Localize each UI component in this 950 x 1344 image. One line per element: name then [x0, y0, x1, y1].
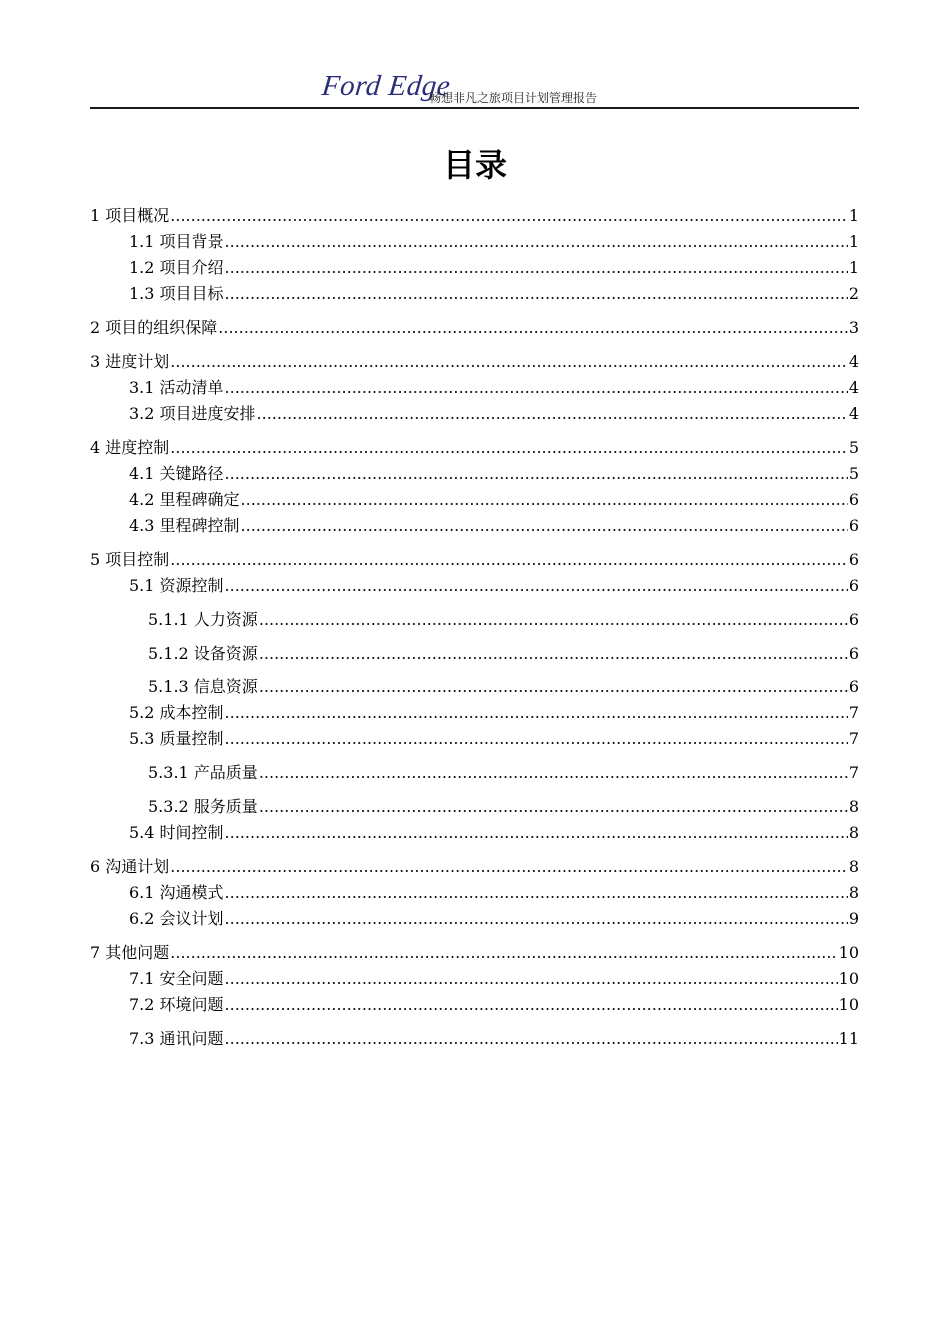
toc-entry-label: 5.4 时间控制 — [129, 823, 224, 842]
toc-leader-dots — [259, 642, 848, 666]
toc-entry-page: 6 — [848, 610, 859, 629]
toc-entry-page: 3 — [848, 318, 859, 337]
toc-entry[interactable] — [90, 675, 859, 699]
toc-entry-label: 6.2 会议计划 — [129, 909, 224, 928]
toc-entry-page: 6 — [848, 677, 859, 696]
toc-entry-page: 4 — [848, 352, 859, 371]
toc-entry-label: 1 项目概况 — [90, 206, 170, 225]
toc-entry-page: 5 — [848, 438, 859, 457]
toc-entry-label: 3 进度计划 — [90, 352, 170, 371]
toc-entry[interactable] — [90, 350, 859, 374]
toc-entry[interactable] — [90, 642, 859, 666]
toc-entry-label: 5.2 成本控制 — [129, 703, 224, 722]
toc-entry-label: 7.3 通讯问题 — [129, 1029, 224, 1048]
toc-entry-label: 4.2 里程碑确定 — [129, 490, 240, 509]
toc-leader-dots — [225, 462, 848, 486]
toc-entry[interactable] — [90, 701, 859, 725]
toc-entry-label: 1.1 项目背景 — [129, 232, 224, 251]
toc-entry-page: 7 — [848, 729, 859, 748]
toc-entry-page: 1 — [848, 258, 859, 277]
toc-entry-label: 5.1.1 人力资源 — [148, 610, 258, 629]
toc-entry-page: 1 — [848, 232, 859, 251]
toc-leader-dots — [225, 230, 848, 254]
toc-leader-dots — [259, 675, 848, 699]
toc-leader-dots — [225, 282, 848, 306]
toc-entry[interactable] — [90, 795, 859, 819]
toc-leader-dots — [170, 436, 848, 460]
toc-entry-label: 5.3 质量控制 — [129, 729, 224, 748]
toc-entry-page: 10 — [838, 995, 859, 1014]
toc-entry[interactable] — [90, 316, 859, 340]
toc-entry[interactable] — [90, 574, 859, 598]
toc-entry-page: 2 — [848, 284, 859, 303]
toc-entry[interactable] — [90, 230, 859, 254]
toc-entry-label: 7 其他问题 — [90, 943, 170, 962]
toc-leader-dots — [218, 316, 848, 340]
toc-entry-page: 1 — [848, 206, 859, 225]
toc-entry-label: 7.1 安全问题 — [129, 969, 224, 988]
toc-leader-dots — [225, 574, 848, 598]
toc-leader-dots — [225, 727, 848, 751]
toc-entry-label: 3.1 活动清单 — [129, 378, 224, 397]
toc-entry[interactable] — [90, 881, 859, 905]
ford-edge-logo: Ford Edge — [320, 70, 452, 102]
toc-leader-dots — [170, 204, 848, 228]
toc-leader-dots — [259, 608, 848, 632]
toc-entry-label: 5.3.2 服务质量 — [148, 797, 258, 816]
toc-entry-page: 7 — [848, 763, 859, 782]
toc-entry[interactable] — [90, 727, 859, 751]
toc-entry-page: 10 — [838, 943, 859, 962]
toc-entry[interactable] — [90, 941, 859, 965]
toc-entry-label: 4 进度控制 — [90, 438, 170, 457]
toc-entry-page: 6 — [848, 644, 859, 663]
toc-entry[interactable] — [90, 967, 859, 991]
toc-entry[interactable] — [90, 282, 859, 306]
toc-entry-page: 4 — [848, 404, 859, 423]
toc-entry-page: 7 — [848, 703, 859, 722]
toc-leader-dots — [225, 907, 848, 931]
toc-leader-dots — [225, 256, 848, 280]
toc-leader-dots — [241, 488, 848, 512]
toc-entry-page: 8 — [848, 883, 859, 902]
toc-entry-page: 9 — [848, 909, 859, 928]
toc-leader-dots — [225, 967, 838, 991]
toc-entry-page: 11 — [838, 1029, 859, 1048]
toc-entry[interactable] — [90, 488, 859, 512]
toc-entry-page: 5 — [848, 464, 859, 483]
toc-entry-page: 8 — [848, 797, 859, 816]
toc-entry-page: 8 — [848, 857, 859, 876]
toc-entry[interactable] — [90, 855, 859, 879]
toc-leader-dots — [170, 548, 848, 572]
toc-entry[interactable] — [90, 907, 859, 931]
toc-entry[interactable] — [90, 761, 859, 785]
toc-entry-page: 4 — [848, 378, 859, 397]
toc-leader-dots — [170, 855, 848, 879]
toc-leader-dots — [241, 514, 848, 538]
toc-leader-dots — [225, 821, 848, 845]
toc-leader-dots — [259, 761, 848, 785]
toc-entry[interactable] — [90, 376, 859, 400]
toc-entry-label: 7.2 环境问题 — [129, 995, 224, 1014]
toc-entry-label: 2 项目的组织保障 — [90, 318, 218, 337]
toc-leader-dots — [257, 402, 848, 426]
toc-entry[interactable] — [90, 436, 859, 460]
toc-entry-page: 6 — [848, 516, 859, 535]
toc-leader-dots — [170, 941, 837, 965]
toc-entry[interactable] — [90, 256, 859, 280]
toc-entry-label: 5.3.1 产品质量 — [148, 763, 258, 782]
toc-leader-dots — [225, 701, 848, 725]
toc-entry-label: 5 项目控制 — [90, 550, 170, 569]
toc-entry[interactable] — [90, 993, 859, 1017]
toc-entry-label: 5.1.2 设备资源 — [148, 644, 258, 663]
toc-entry-label: 1.3 项目目标 — [129, 284, 224, 303]
toc-entry-label: 4.3 里程碑控制 — [129, 516, 240, 535]
toc-entry[interactable] — [90, 204, 859, 228]
toc-entry-page: 6 — [848, 576, 859, 595]
toc-entry-label: 6.1 沟通模式 — [129, 883, 224, 902]
toc-entry-label: 5.1 资源控制 — [129, 576, 224, 595]
toc-entry[interactable] — [90, 821, 859, 845]
toc-entry-label: 5.1.3 信息资源 — [148, 677, 258, 696]
toc-entry[interactable] — [90, 1027, 859, 1051]
toc-entry[interactable] — [90, 514, 859, 538]
toc-entry-label: 1.2 项目介绍 — [129, 258, 224, 277]
toc-entry[interactable] — [90, 608, 859, 632]
toc-entry-label: 6 沟通计划 — [90, 857, 170, 876]
toc-entry-page: 10 — [838, 969, 859, 988]
toc-entry[interactable] — [90, 462, 859, 486]
toc-heading: 目录 — [442, 146, 507, 184]
toc-entry-label: 3.2 项目进度安排 — [129, 404, 256, 423]
toc-entry-page: 6 — [848, 490, 859, 509]
toc-leader-dots — [170, 350, 848, 374]
toc-entry-page: 6 — [848, 550, 859, 569]
toc-leader-dots — [225, 881, 848, 905]
header-title: 畅想非凡之旅项目计划管理报告 — [429, 91, 598, 105]
toc-entry-page: 8 — [848, 823, 859, 842]
toc-leader-dots — [259, 795, 848, 819]
toc-entry[interactable] — [90, 402, 859, 426]
toc-leader-dots — [225, 376, 848, 400]
toc-leader-dots — [225, 1027, 838, 1051]
toc-entry-label: 4.1 关键路径 — [129, 464, 224, 483]
page-header — [90, 66, 859, 109]
toc-leader-dots — [225, 993, 838, 1017]
toc-entry[interactable] — [90, 548, 859, 572]
